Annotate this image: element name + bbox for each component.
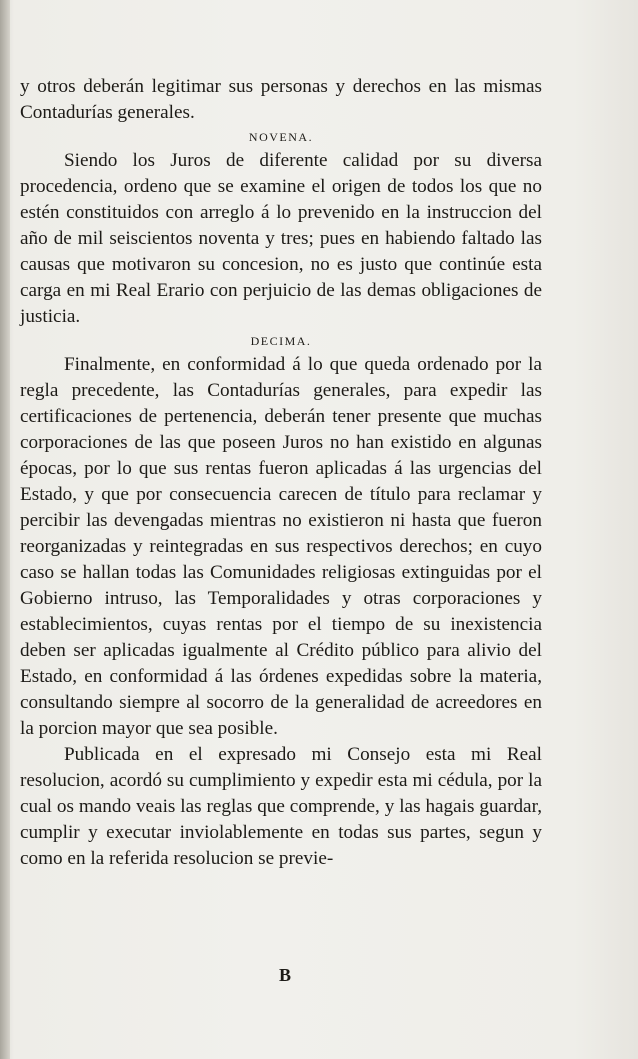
section-heading-novena: NOVENA. [248,130,314,144]
paragraph-continuation: y otros deberán legitimar sus personas y derechos en las mismas Contadurías generales. [20,76,542,123]
paragraph-decima: Finalmente, en conformidad á lo que queda ordenado por la regla precedente, las Contadurías generales, para expedir las certificaciones de pertenencia, deberán tener presente que muchas corporaciones de las que poseen Juros no han existido en algunas épocas, por lo que sus rentas fueron aplicadas á las urgencias del Estado, y que por consecuencia carecen de título para reclamar y percibir las devengadas mientras no existieron ni hasta que fueron reorganizadas y reintegradas en sus respectivos derechos; en cuyo caso se hallan todas las Comunidades religiosas extinguidas por el Gobierno intruso, las Temporalidades y otras corporaciones y establecimientos, cuyas rentas por el tiempo de su inexistencia deben ser aplicadas igualmente al Crédito público para alivio del Estado, en conformidad á las órdenes expedidas sobre la materia, consultando siempre al socorro de la generalidad de acreedores en la porcion mayor que sea posible. [20,354,542,739]
signature-mark: B [278,965,291,985]
page-text-block [20,74,542,872]
paragraph-final: Publicada en el expresado mi Consejo esta mi Real resolucion, acordó su cumplimiento y expedir esta mi cédula, por la cual os mando veais las reglas que comprende, y las hagais guardar, cumplir y executar inviolablemente en todas sus partes, segun y como en la referida resolucion se previe- [20,744,542,869]
section-heading-decima: DECIMA. [250,334,312,348]
paragraph-novena: Siendo los Juros de diferente calidad por su diversa procedencia, ordeno que se examine el origen de todos los que no estén constituidos con arreglo á lo prevenido en la instruccion del año de mil seiscientos noventa y tres; pues en habiendo faltado las causas que motivaron su concesion, no es justo que continúe esta carga en mi Real Erario con perjuicio de las demas obligaciones de justicia. [20,150,542,327]
page-gutter-shadow [0,0,10,1059]
